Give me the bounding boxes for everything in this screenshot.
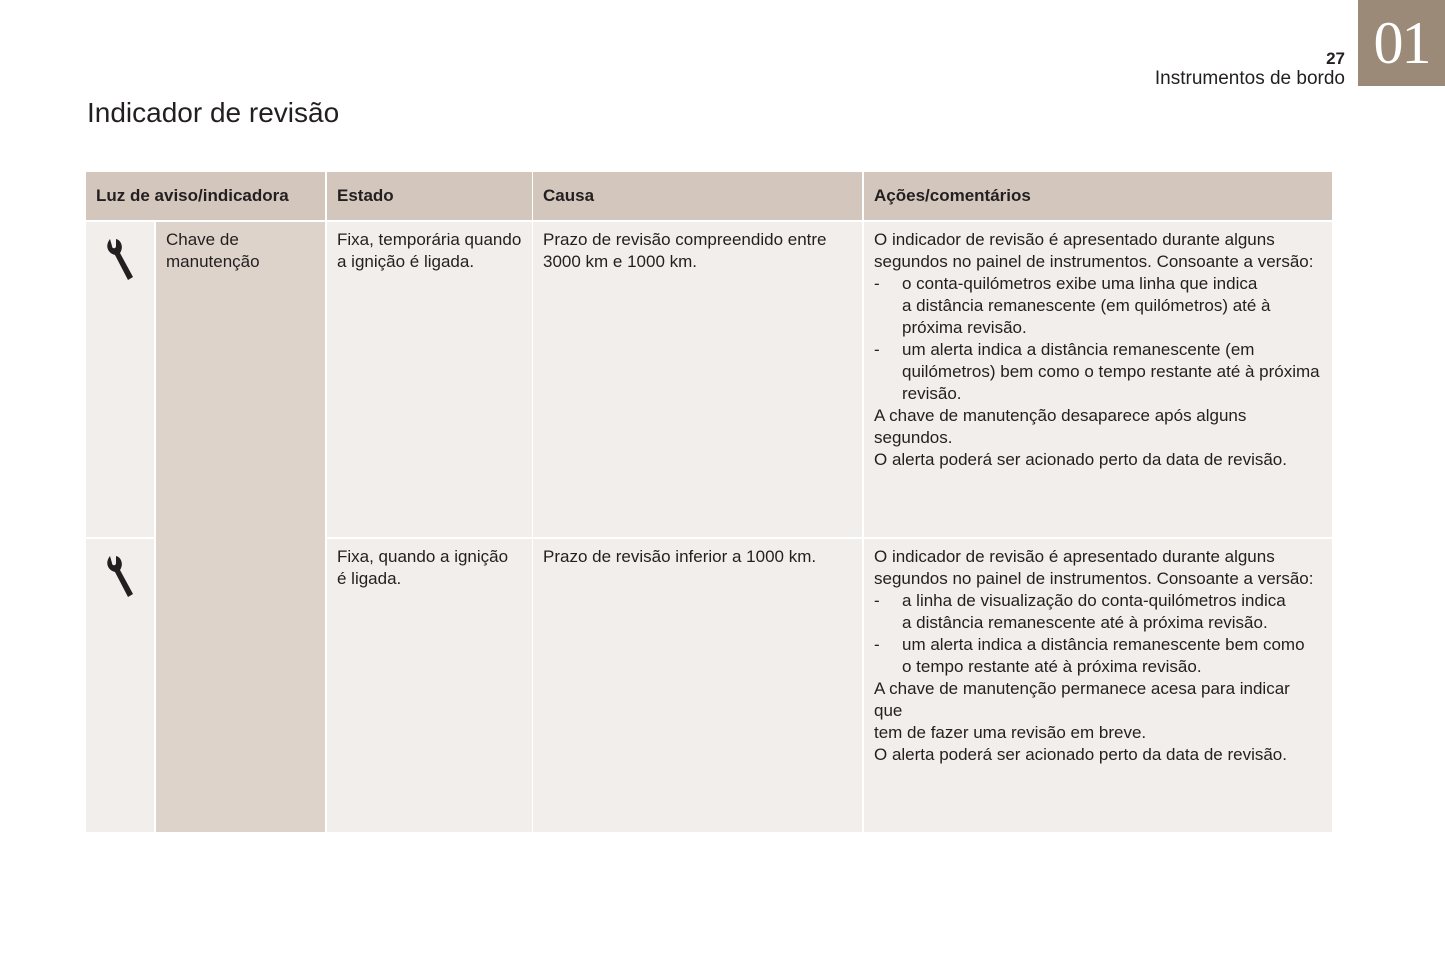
state-cell xyxy=(327,222,532,537)
text-line: O indicador de revisão é apresentado durante alguns xyxy=(874,230,1275,249)
state-cell xyxy=(327,539,532,832)
icon-cell xyxy=(86,539,154,832)
text-line: próxima revisão. xyxy=(902,318,1027,337)
text-line: Prazo de revisão compreendido entre xyxy=(543,230,827,249)
text-line: A chave de manutenção desaparece após alguns xyxy=(874,406,1247,425)
wrench-icon xyxy=(104,553,136,599)
bullet-dash: - xyxy=(874,340,880,359)
text-line: a distância remanescente até à próxima revisão. xyxy=(902,613,1268,632)
bullet-dash: - xyxy=(874,274,880,293)
text-line: o tempo restante até à próxima revisão. xyxy=(902,657,1202,676)
bullet-item xyxy=(874,590,1322,634)
page-title: Indicador de revisão xyxy=(87,97,340,128)
text-line: O indicador de revisão é apresentado durante alguns xyxy=(874,547,1275,566)
text-line: a ignição é ligada. xyxy=(337,252,475,271)
cause-cell xyxy=(533,222,862,537)
actions-cell xyxy=(864,222,1332,537)
text-line: A chave de manutenção permanece acesa para indicar que xyxy=(874,679,1290,720)
cause-cell xyxy=(533,539,862,832)
bullet-item xyxy=(874,339,1322,405)
text-line: 3000 km e 1000 km. xyxy=(543,252,698,271)
page-number: 27 xyxy=(1326,49,1345,68)
bullet-item xyxy=(874,273,1322,339)
text-line: revisão. xyxy=(902,384,962,403)
bullet-dash: - xyxy=(874,635,880,654)
text-line: o conta-quilómetros exibe uma linha que indica xyxy=(902,274,1258,293)
bullet-item xyxy=(874,634,1322,678)
text-line: Fixa, quando a ignição xyxy=(337,547,509,566)
text-line: O alerta poderá ser acionado perto da data de revisão. xyxy=(874,745,1287,764)
column-header-actions: Ações/comentários xyxy=(864,172,1332,220)
label-line: Chave de xyxy=(166,230,239,249)
text-line: O alerta poderá ser acionado perto da data de revisão. xyxy=(874,450,1287,469)
text-line: tem de fazer uma revisão em breve. xyxy=(874,723,1147,742)
label-line: manutenção xyxy=(166,252,260,271)
column-header-state: Estado xyxy=(327,172,532,220)
bullet-dash: - xyxy=(874,591,880,610)
text-line: segundos no painel de instrumentos. Consoante a versão: xyxy=(874,252,1314,271)
text-line: quilómetros) bem como o tempo restante até à próxima xyxy=(902,362,1320,381)
section-name: Instrumentos de bordo xyxy=(1154,68,1345,89)
text-line: segundos no painel de instrumentos. Consoante a versão: xyxy=(874,569,1314,588)
text-line: um alerta indica a distância remanescente bem como xyxy=(902,635,1305,654)
text-line: a distância remanescente (em quilómetros) até à xyxy=(902,296,1271,315)
text-line: Fixa, temporária quando xyxy=(337,230,522,249)
icon-cell xyxy=(86,222,154,537)
text-line: segundos. xyxy=(874,428,953,447)
column-header-warning-light: Luz de aviso/indicadora xyxy=(86,172,325,220)
chapter-tab: 01 xyxy=(1358,0,1445,86)
text-line: Prazo de revisão inferior a 1000 km. xyxy=(543,547,817,566)
text-line: a linha de visualização do conta-quilómetros indica xyxy=(902,591,1286,610)
actions-cell xyxy=(864,539,1332,832)
text-line: é ligada. xyxy=(337,569,402,588)
warning-light-label xyxy=(156,222,325,832)
text-line: um alerta indica a distância remanescente (em xyxy=(902,340,1255,359)
column-header-cause: Causa xyxy=(533,172,862,220)
wrench-icon xyxy=(104,236,136,282)
